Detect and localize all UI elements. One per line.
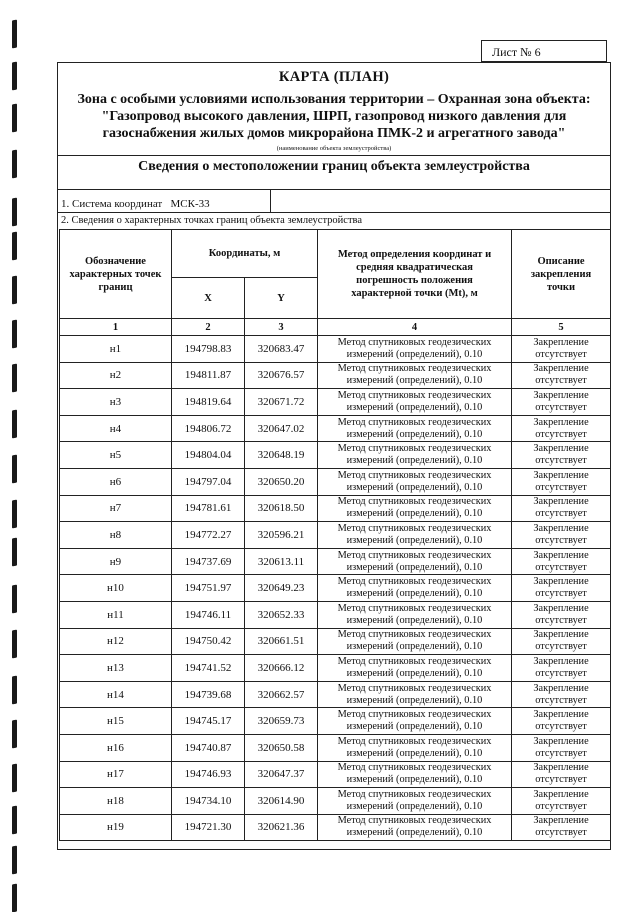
fixing-description: Закрепление отсутствует [512, 415, 611, 442]
table-row [60, 389, 611, 416]
y-coordinate: 320621.36 [245, 814, 318, 841]
method-cell: Метод спутниковых геодезических измерений (определений), 0.10 [318, 522, 512, 549]
fixing-description: Закрепление отсутствует [512, 628, 611, 655]
method-cell: Метод спутниковых геодезических измерений (определений), 0.10 [318, 601, 512, 628]
binding-mark [12, 538, 17, 567]
method-cell: Метод спутниковых геодезических измерений (определений), 0.10 [318, 389, 512, 416]
point-id: н16 [60, 734, 172, 761]
x-coordinate: 194819.64 [172, 389, 245, 416]
document-title: КАРТА (ПЛАН) [278, 69, 390, 85]
coordinate-system-value: МСК-33 [170, 198, 210, 210]
fixing-description: Закрепление отсутствует [512, 468, 611, 495]
binding-mark [12, 630, 17, 659]
y-coordinate: 320613.11 [245, 548, 318, 575]
fixing-description: Закрепление отсутствует [512, 522, 611, 549]
binding-strip [10, 0, 22, 905]
sheet-number: Лист № 6 [481, 40, 607, 62]
column-number: 5 [512, 319, 611, 336]
table-row [60, 734, 611, 761]
fixing-description: Закрепление отсутствует [512, 362, 611, 389]
subtitle-line: "Газопровод высокого давления, ШРП, газопровод низкого давления для [101, 109, 567, 124]
coordinate-system [61, 198, 210, 210]
divider [58, 155, 610, 156]
binding-mark [12, 884, 17, 912]
header-x: X [172, 278, 245, 319]
table-row [60, 681, 611, 708]
y-coordinate: 320647.02 [245, 415, 318, 442]
point-id: н3 [60, 389, 172, 416]
y-coordinate: 320661.51 [245, 628, 318, 655]
method-cell: Метод спутниковых геодезических измерений (определений), 0.10 [318, 336, 512, 363]
table-row [60, 442, 611, 469]
method-cell: Метод спутниковых геодезических измерений (определений), 0.10 [318, 575, 512, 602]
point-id: н4 [60, 415, 172, 442]
fixing-description: Закрепление отсутствует [512, 681, 611, 708]
binding-mark [12, 720, 17, 749]
table-row [60, 522, 611, 549]
y-coordinate: 320614.90 [245, 788, 318, 815]
table-row [60, 362, 611, 389]
x-coordinate: 194772.27 [172, 522, 245, 549]
method-cell: Метод спутниковых геодезических измерений (определений), 0.10 [318, 708, 512, 735]
point-id: н11 [60, 601, 172, 628]
column-number: 3 [245, 319, 318, 336]
point-id: н9 [60, 548, 172, 575]
table-row [60, 601, 611, 628]
method-cell: Метод спутниковых геодезических измерений (определений), 0.10 [318, 468, 512, 495]
binding-mark [12, 410, 17, 439]
method-cell: Метод спутниковых геодезических измерений (определений), 0.10 [318, 362, 512, 389]
point-id: н1 [60, 336, 172, 363]
method-cell: Метод спутниковых геодезических измерений (определений), 0.10 [318, 814, 512, 841]
method-cell: Метод спутниковых геодезических измерений (определений), 0.10 [318, 495, 512, 522]
divider [270, 189, 271, 212]
table-row [60, 575, 611, 602]
x-coordinate: 194804.04 [172, 442, 245, 469]
method-cell: Метод спутниковых геодезических измерений (определений), 0.10 [318, 734, 512, 761]
fixing-description: Закрепление отсутствует [512, 336, 611, 363]
point-id: н2 [60, 362, 172, 389]
header-method: Метод определения координат и средняя квадратическая погрешность положения характерной точки (Mt), м [318, 230, 512, 319]
header-coordinates: Координаты, м [172, 230, 318, 278]
document-subtitle [58, 91, 610, 142]
binding-mark [12, 585, 17, 614]
subtitle-line: газоснабжения жилых домов микрорайона ПМК-2 и агрегатного завода" [102, 126, 566, 141]
fixing-description: Закрепление отсутствует [512, 442, 611, 469]
method-cell: Метод спутниковых геодезических измерений (определений), 0.10 [318, 548, 512, 575]
table-row [60, 788, 611, 815]
y-coordinate: 320648.19 [245, 442, 318, 469]
binding-mark [12, 364, 17, 393]
y-coordinate: 320671.72 [245, 389, 318, 416]
method-cell: Метод спутниковых геодезических измерений (определений), 0.10 [318, 681, 512, 708]
point-id: н14 [60, 681, 172, 708]
x-coordinate: 194737.69 [172, 548, 245, 575]
points-heading: 2. Сведения о характерных точках границ объекта землеустройства [61, 215, 363, 226]
table-row [60, 415, 611, 442]
point-id: н13 [60, 655, 172, 682]
table-row [60, 708, 611, 735]
binding-mark [12, 500, 17, 529]
y-coordinate: 320659.73 [245, 708, 318, 735]
table-row [60, 495, 611, 522]
method-cell: Метод спутниковых геодезических измерений (определений), 0.10 [318, 415, 512, 442]
point-id: н6 [60, 468, 172, 495]
y-coordinate: 320596.21 [245, 522, 318, 549]
binding-mark [12, 764, 17, 793]
x-coordinate: 194811.87 [172, 362, 245, 389]
table-row [60, 814, 611, 841]
x-coordinate: 194798.83 [172, 336, 245, 363]
column-number: 1 [60, 319, 172, 336]
subtitle-line: Зона с особыми условиями использования территории – Охранная зона объекта: [77, 92, 591, 107]
x-coordinate: 194781.61 [172, 495, 245, 522]
table-row [60, 468, 611, 495]
binding-mark [12, 232, 17, 261]
y-coordinate: 320683.47 [245, 336, 318, 363]
y-coordinate: 320666.12 [245, 655, 318, 682]
fixing-description: Закрепление отсутствует [512, 734, 611, 761]
point-id: н7 [60, 495, 172, 522]
table-row [60, 336, 611, 363]
y-coordinate: 320649.23 [245, 575, 318, 602]
fixing-description: Закрепление отсутствует [512, 814, 611, 841]
fixing-description: Закрепление отсутствует [512, 575, 611, 602]
table-row [60, 548, 611, 575]
fixing-description: Закрепление отсутствует [512, 548, 611, 575]
y-coordinate: 320652.33 [245, 601, 318, 628]
binding-mark [12, 20, 17, 49]
coordinate-system-label: 1. Система координат [61, 198, 163, 210]
point-id: н18 [60, 788, 172, 815]
binding-mark [12, 276, 17, 305]
method-cell: Метод спутниковых геодезических измерений (определений), 0.10 [318, 655, 512, 682]
boundary-points-table [59, 229, 611, 841]
x-coordinate: 194741.52 [172, 655, 245, 682]
x-coordinate: 194806.72 [172, 415, 245, 442]
x-coordinate: 194745.17 [172, 708, 245, 735]
method-cell: Метод спутниковых геодезических измерений (определений), 0.10 [318, 788, 512, 815]
point-id: н19 [60, 814, 172, 841]
point-id: н12 [60, 628, 172, 655]
point-id: н8 [60, 522, 172, 549]
divider [58, 212, 610, 213]
x-coordinate: 194734.10 [172, 788, 245, 815]
y-coordinate: 320662.57 [245, 681, 318, 708]
table-row [60, 761, 611, 788]
fixing-description: Закрепление отсутствует [512, 761, 611, 788]
fixing-description: Закрепление отсутствует [512, 601, 611, 628]
point-id: н10 [60, 575, 172, 602]
y-coordinate: 320618.50 [245, 495, 318, 522]
x-coordinate: 194746.11 [172, 601, 245, 628]
point-id: н15 [60, 708, 172, 735]
x-coordinate: 194746.93 [172, 761, 245, 788]
binding-mark [12, 676, 17, 705]
method-cell: Метод спутниковых геодезических измерений (определений), 0.10 [318, 442, 512, 469]
fixing-description: Закрепление отсутствует [512, 495, 611, 522]
fixing-description: Закрепление отсутствует [512, 655, 611, 682]
method-cell: Метод спутниковых геодезических измерений (определений), 0.10 [318, 628, 512, 655]
binding-mark [12, 320, 17, 349]
header-y: Y [245, 278, 318, 319]
x-coordinate: 194739.68 [172, 681, 245, 708]
point-id: н5 [60, 442, 172, 469]
method-cell: Метод спутниковых геодезических измерений (определений), 0.10 [318, 761, 512, 788]
section-title: Сведения о местоположении границ объекта землеустройства [138, 159, 530, 174]
binding-mark [12, 806, 17, 835]
binding-mark [12, 150, 17, 179]
y-coordinate: 320647.37 [245, 761, 318, 788]
binding-mark [12, 846, 17, 875]
binding-mark [12, 455, 17, 484]
y-coordinate: 320676.57 [245, 362, 318, 389]
fixing-description: Закрепление отсутствует [512, 788, 611, 815]
header-description: Описание закрепления точки [512, 230, 611, 319]
x-coordinate: 194750.42 [172, 628, 245, 655]
binding-mark [12, 104, 17, 133]
x-coordinate: 194797.04 [172, 468, 245, 495]
x-coordinate: 194721.30 [172, 814, 245, 841]
binding-mark [12, 198, 17, 227]
fixing-description: Закрепление отсутствует [512, 708, 611, 735]
binding-mark [12, 62, 17, 91]
column-number: 4 [318, 319, 512, 336]
divider [58, 189, 610, 190]
object-caption: (наименование объекта землеустройства) [276, 145, 392, 152]
point-id: н17 [60, 761, 172, 788]
y-coordinate: 320650.58 [245, 734, 318, 761]
y-coordinate: 320650.20 [245, 468, 318, 495]
column-number: 2 [172, 319, 245, 336]
x-coordinate: 194751.97 [172, 575, 245, 602]
table-row [60, 628, 611, 655]
table-row [60, 655, 611, 682]
header-designation: Обозначение характерных точек границ [60, 230, 172, 319]
x-coordinate: 194740.87 [172, 734, 245, 761]
fixing-description: Закрепление отсутствует [512, 389, 611, 416]
